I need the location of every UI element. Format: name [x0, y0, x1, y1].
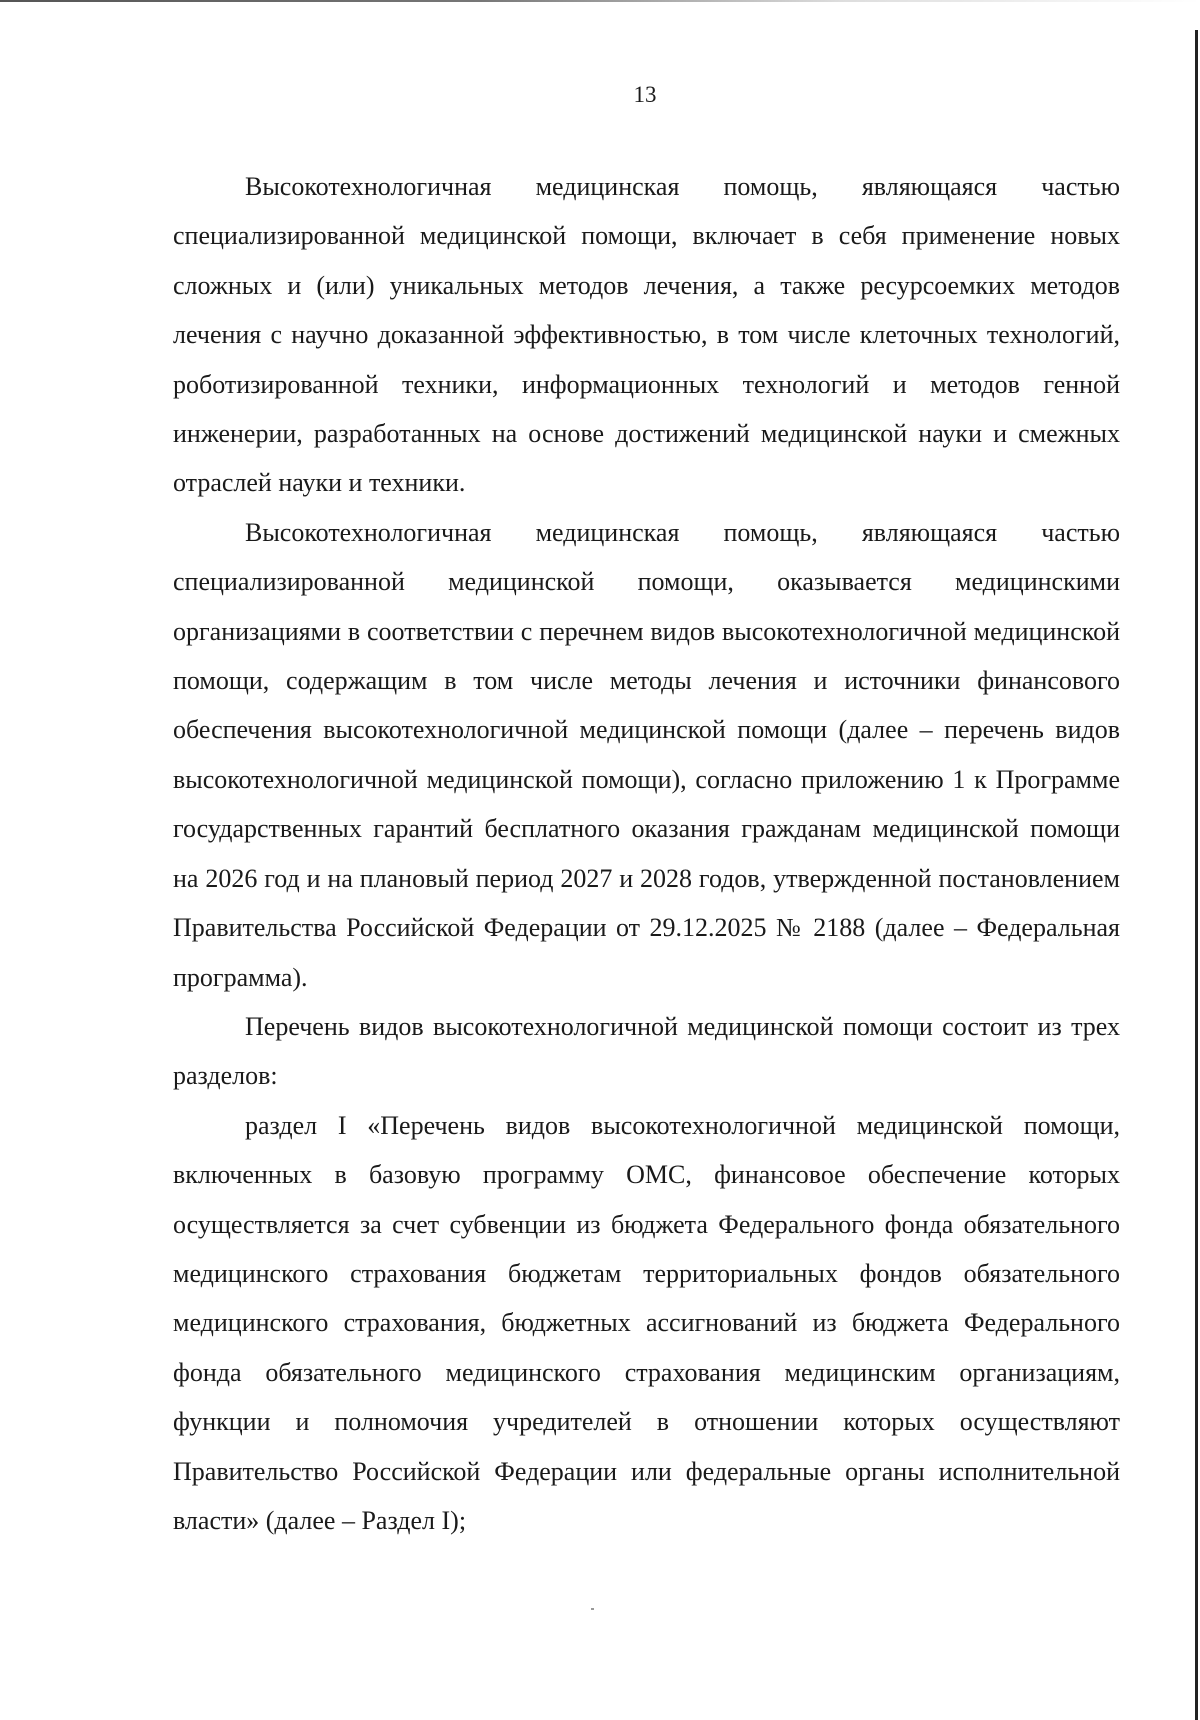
page-number: 13	[633, 82, 657, 107]
paragraph-list-sections: Перечень видов высокотехнологичной медицинской помощи состоит из трех разделов:	[173, 1011, 1120, 1091]
paragraph-high-tech-definition: Высокотехнологичная медицинская помощь, являющаяся частью специализированной медицинской помощи, включает в себя применение новых сложных и (или) уникальных методов лечения, а также ресурсоемких методов лечения с научно доказанной эффективностью, в том числе клеточных технологий, роботизированной техники, информационных технологий и методов генной инженерии, разработанных на основе достижений медицинской науки и смежных отраслей науки и техники.	[173, 172, 1120, 498]
scan-top-edge	[0, 0, 1200, 2]
scan-right-edge	[1195, 30, 1198, 1720]
scan-speck	[591, 1608, 594, 1610]
paragraph-high-tech-provision: Высокотехнологичная медицинская помощь, являющаяся частью специализированной медицинской помощи, оказывается медицинскими организациями в соответствии с перечнем видов высокотехнологичной медицинской помощи, содержащим в том числе методы лечения и источники финансового обеспечения высокотехнологичной медицинской помощи (далее – перечень видов высокотехнологичной медицинской помощи), согласно приложению 1 к Программе государственных гарантий бесплатного оказания гражданам медицинской помощи на 2026 год и на плановый период 2027 и 2028 годов, утвержденной постановлением Правительства Российской Федерации от 29.12.2025 № 2188 (далее – Федеральная программа).	[173, 517, 1120, 992]
paragraph-section-one: раздел I «Перечень видов высокотехнологичной медицинской помощи, включенных в базовую программу ОМС, финансовое обеспечение которых осуществляется за счет субвенции из бюджета Федерального фонда обязательного медицинского страхования бюджетам территориальных фондов обязательного медицинского страхования, бюджетных ассигнований из бюджета Федерального фонда обязательного медицинского страхования медицинским организациям, функции и полномочия учредителей в отношении которых осуществляют Правительство Российской Федерации или федеральные органы исполнительной власти» (далее – Раздел I);	[173, 1110, 1120, 1535]
document-body	[173, 162, 1120, 1545]
